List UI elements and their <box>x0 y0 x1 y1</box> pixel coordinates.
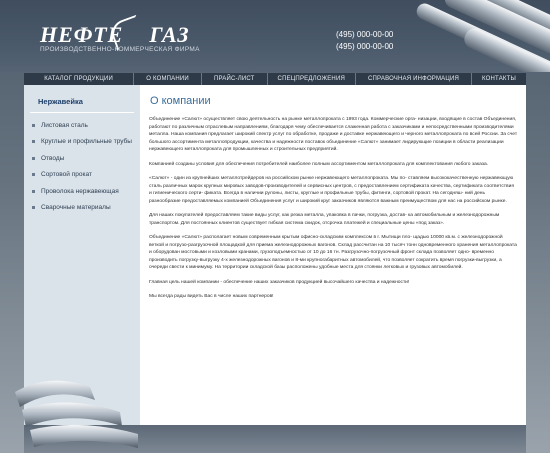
content-paragraph: Объединение «Салют» осуществляет свою деятельность на рынке металлопроката с 1993 года. Коммерческие орга- низации, входящие в состав Объединения, работают по различным отраслевым направлениям, благодаря чему обеспечивается слаженная работа с заказчиками и непосредственными производителями металла. Наша компания предлагает широкий спектр услуг по обработке, продаже и доставке нержавеющего и черного металлопроката по всей России. За счет большого ассортимента металлопродукции, качества и надежности поставок объединение «Салют» занимает лидирующие позиции в области реализации нержавеющего металлопроката для промышленных и строительных предприятий. <box>149 117 518 152</box>
sidebar-item-label: Листовая сталь <box>41 121 88 129</box>
logo-text-right: ГАЗ <box>149 22 190 47</box>
square-bullet-icon <box>32 206 35 209</box>
sidebar-item-label: Сварочные материалы <box>41 204 111 212</box>
nav-item-contacts[interactable]: КОНТАКТЫ <box>471 73 526 85</box>
square-bullet-icon <box>32 190 35 193</box>
sidebar-item-label: Сортовой прокат <box>41 171 92 179</box>
main-content <box>140 85 526 425</box>
main-nav <box>24 73 526 85</box>
content-paragraph: Объединение «Салют» располагает новым современным крытым офисно-складским комплексом в г. Мытищи пло- щадью 10000 кв.м. с железнодорожной веткой и погрузо-разгрузочной площадкой для приема железнодорожных вагонов. Склад рассчитан на 10 тысяч тонн одновременного хранения металлопроката и оборудован мостовыми и козловыми кранами, грузоподъемностью от 10 до 16 тн. Разгрузочно-погрузочный фронт склада позволяет одно- временно производить погрузку-выгрузку 4-х железнодорожных вагонов и 8-ми крупногабаритных автомобилей, что позволяет сократить время погрузки-выгрузки, а очереди свести к минимуму. На территории складской базы расположены удобные места для стоянки легковых и грузовых автомобилей. <box>149 235 517 270</box>
square-bullet-icon <box>32 124 35 127</box>
square-bullet-icon <box>32 173 35 176</box>
content-paragraph: Мы всегда рады видеть Вас в числе наших партнеров! <box>149 294 274 299</box>
nav-catalog[interactable]: КАТАЛОГ ПРОДУКЦИИ <box>44 76 113 82</box>
sidebar-item-bends[interactable] <box>24 150 140 167</box>
tagline: ПРОИЗВОДСТВЕННО-КОММЕРЧЕСКАЯ ФИРМА <box>40 46 200 53</box>
sidebar-item-welding[interactable] <box>24 200 140 217</box>
header-pipes-image <box>400 0 550 72</box>
phone-number: (495) 000-00-00 <box>336 30 394 39</box>
content-paragraph: Компанией созданы условия для обеспечения потребителей наиболее полным ассортиментом металлопроката для комплектования любого заказа. <box>149 161 489 167</box>
sidebar-item-pipes[interactable] <box>24 134 140 151</box>
page-title: О компании <box>150 95 211 107</box>
sidebar-item-label: Отводы <box>41 154 65 162</box>
sidebar-item-wire[interactable] <box>24 183 140 200</box>
phone-number: (495) 000-00-00 <box>336 42 394 51</box>
nav-item-special-offers[interactable]: СПЕЦПРЕДЛОЖЕНИЯ <box>267 73 355 85</box>
sidebar-item-long-products[interactable] <box>24 167 140 184</box>
nav-item-price-list[interactable]: ПРАЙС-ЛИСТ <box>201 73 267 85</box>
sidebar-title: Нержавейка <box>30 85 134 113</box>
phone-block <box>336 29 393 53</box>
decorative-pipes-image <box>10 352 140 453</box>
square-bullet-icon <box>32 140 35 143</box>
nav-item-reference[interactable]: СПРАВОЧНАЯ ИНФОРМАЦИЯ <box>355 73 471 85</box>
logo-text-left: НЕФТЕ <box>40 22 124 47</box>
square-bullet-icon <box>32 157 35 160</box>
content-paragraph: «Салют» - один из крупнейших металлотрейдеров на российском рынке нержавеющего металлопроката. Мы по- ставляем высококачественную нержавеющую сталь различных марок крупных мировых заводов-производителей и сервисных центров, с предоставлением сертификата качества, сертификата соответствия и гигиенического серти- фиката. Всегда в наличии рулоны, листы, круглые и профильные трубы, фитинги, сортовой прокат. На сегодняш- ний день разнообразие предоставляемых компанией Объединения услуг и широкий круг заказчиков являются важным преимуществом для нас на российском рынке. <box>149 176 515 204</box>
content-paragraph: Для наших покупателей предоставляем такие виды услуг, как резка металла, упаковка в пачки, погрузка, достав- ка автомобильным и железнодорожным транспортом. Для постоянных клиентов существует гибкая система скидок, отсрочка платежей и специальные цены «под заказ». <box>149 213 500 226</box>
sidebar-item-label: Проволока нержавеющая <box>41 187 119 195</box>
site-header <box>0 0 550 72</box>
sidebar-item-sheet-steel[interactable] <box>24 117 140 134</box>
sidebar-item-label: Круглые и профильные трубы <box>41 138 132 146</box>
content-paragraph: Главная цель нашей компании - обеспечение наших заказчиков продукцией высочайшего качества и надежности! <box>149 279 410 285</box>
nav-item-about[interactable]: О КОМПАНИИ <box>133 73 201 85</box>
site-logo[interactable] <box>40 22 190 48</box>
